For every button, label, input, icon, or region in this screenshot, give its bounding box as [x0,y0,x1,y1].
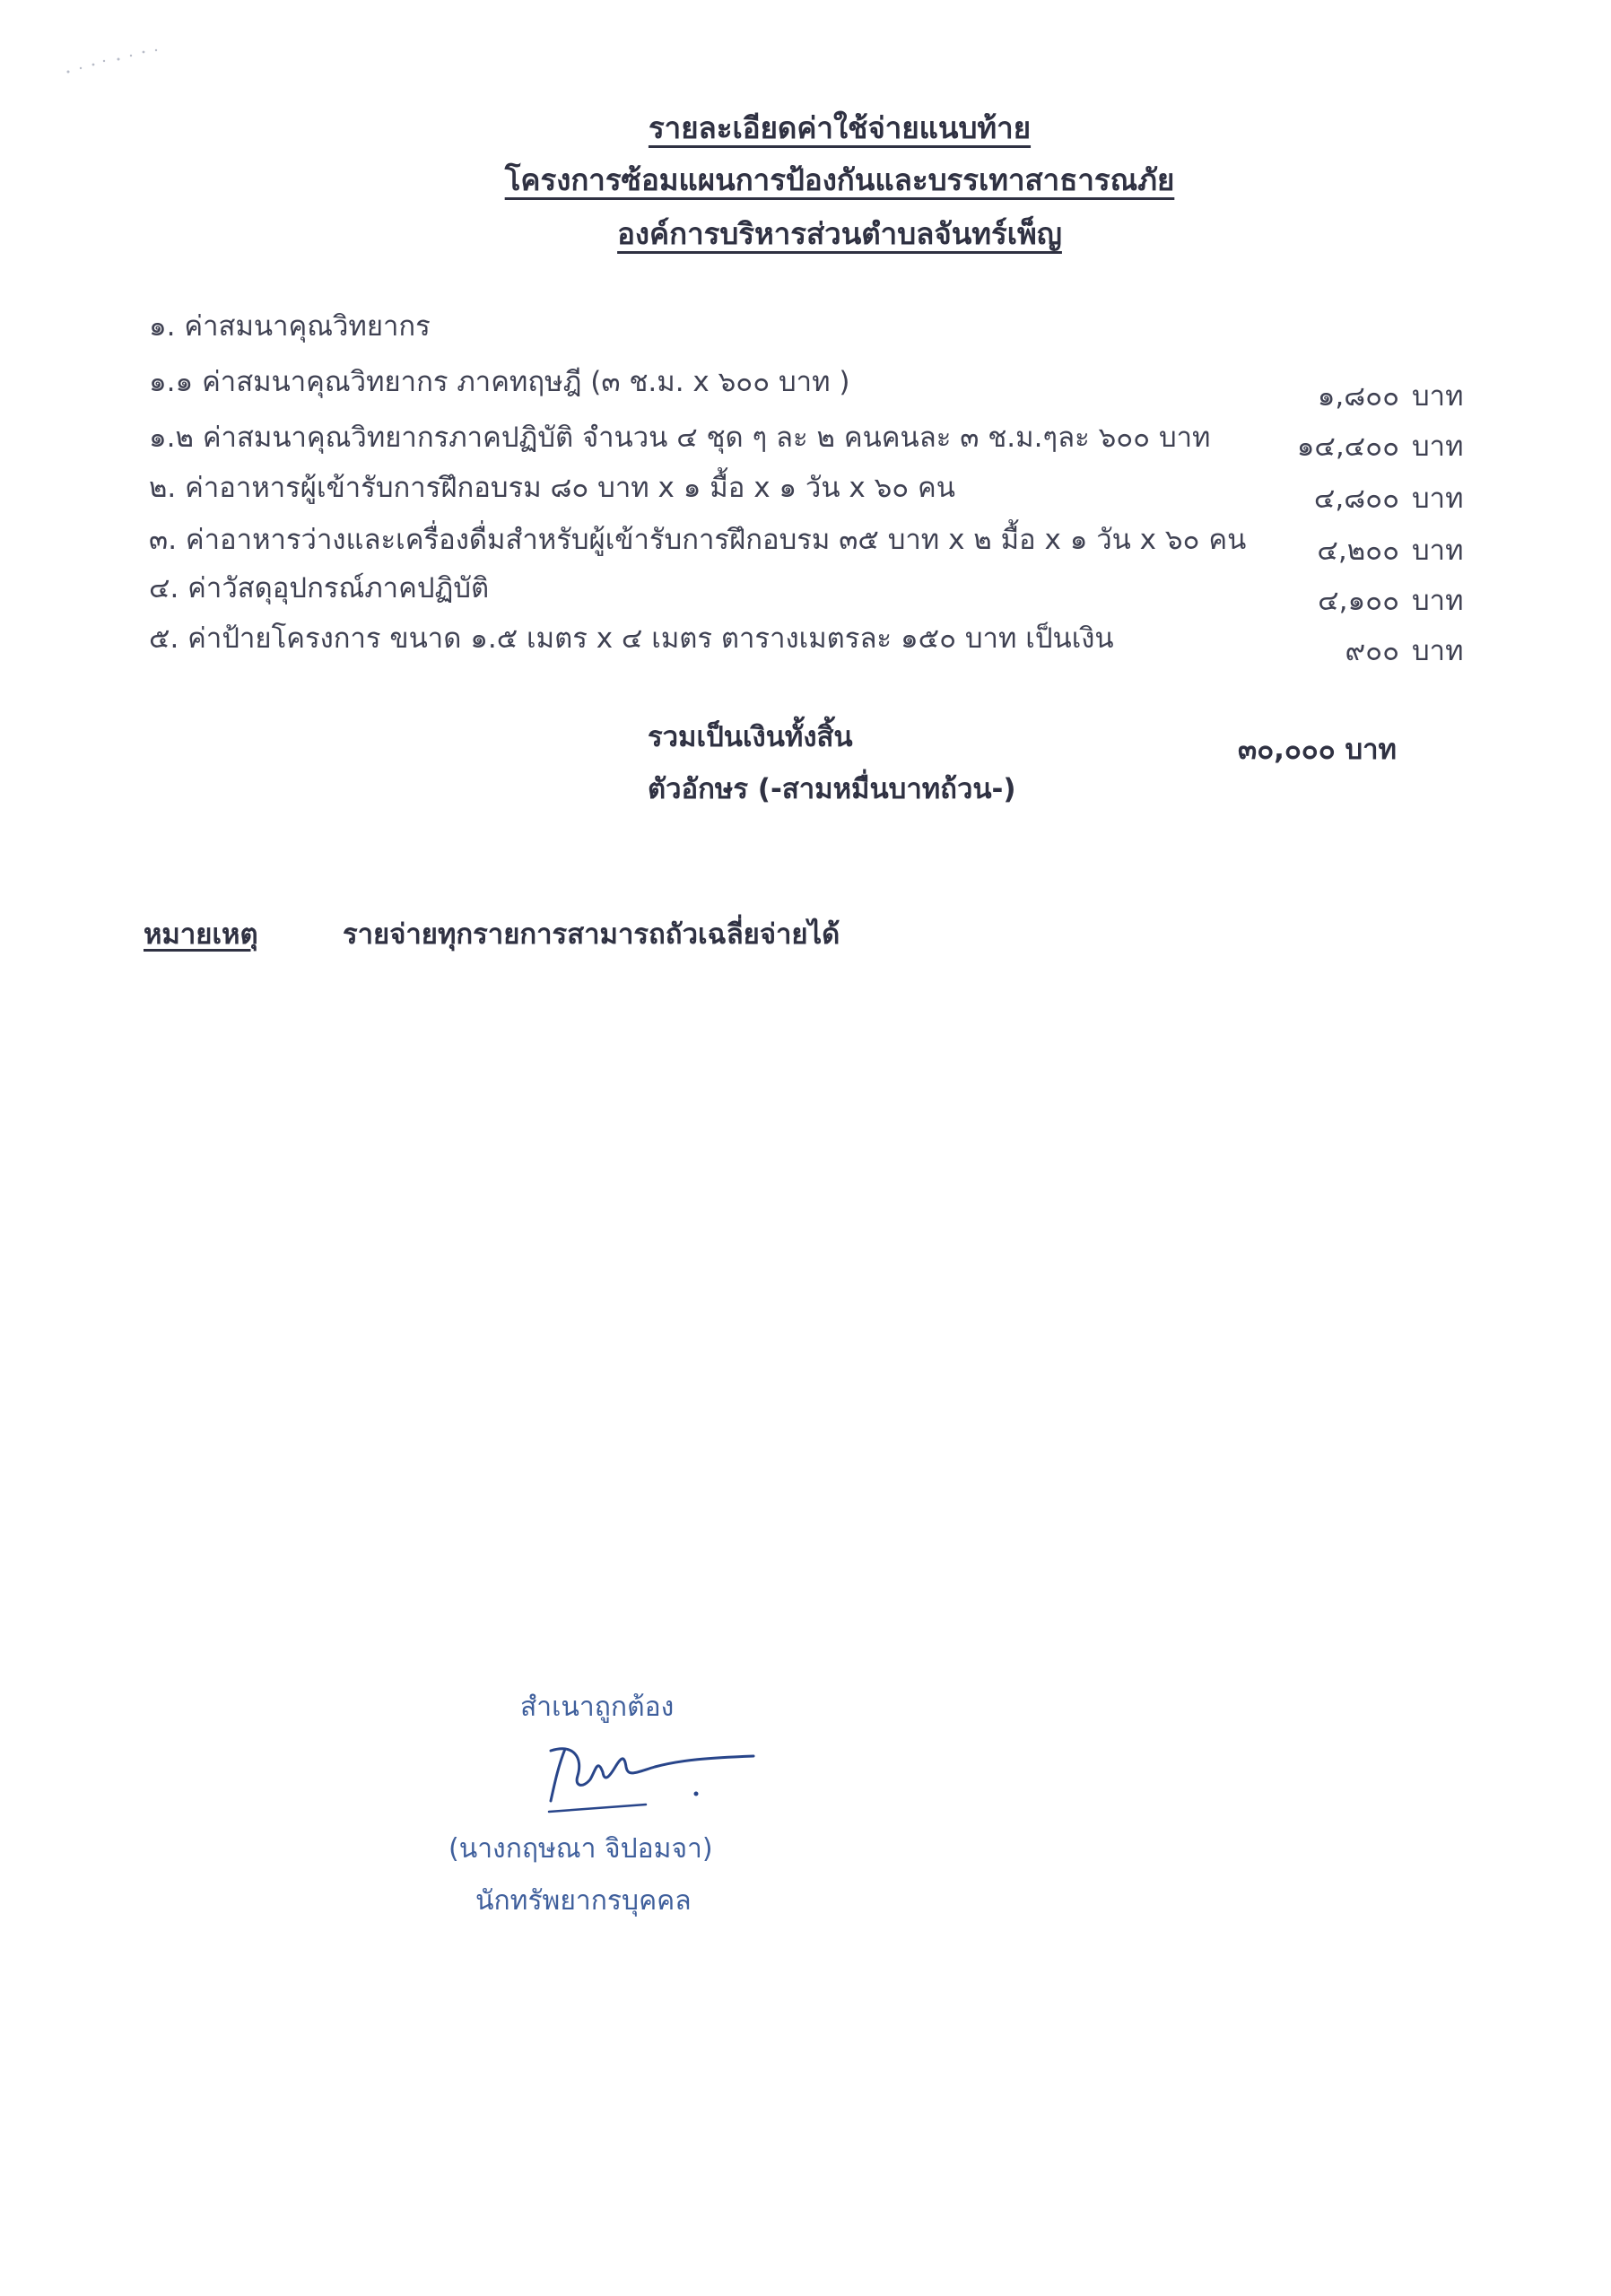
expense-amount-5 [1265,628,1534,673]
amount-value: ๑๔,๔๐๐ [1296,430,1399,463]
title-line-3: องค์การบริหารส่วนตำบลจันทร์เพ็ญ [617,216,1062,251]
total-label: รวมเป็นเงินทั้งสิ้น [648,721,853,753]
expense-item-5: ๕. ค่าป้ายโครงการ ขนาด ๑.๕ เมตร x ๔ เมตร ตารางเมตรละ ๑๕๐ บาท เป็นเงิน [149,622,1114,655]
expense-item-4: ๔. ค่าวัสดุอุปกรณ์ภาคปฏิบัติ [149,572,490,604]
note-text: รายจ่ายทุกรายการสามารถถัวเฉลี่ยจ่ายได้ [343,918,840,951]
expense-item-3: ๓. ค่าอาหารว่างและเครื่องดื่มสำหรับผู้เข้ารับการฝึกอบรม ๓๕ บาท x ๒ มื้อ x ๑ วัน x ๖๐ คน [149,524,1247,556]
total-amount [1238,726,1397,771]
note-label: หมายเหตุ [144,918,258,951]
scan-artifact [59,36,176,81]
amount-value: ๔,๒๐๐ [1317,535,1399,567]
expense-amount-1-2 [1265,423,1534,468]
signatory-position: นักทรัพยากรบุคคล [475,1885,692,1917]
title-line-1: รายละเอียดค่าใช้จ่ายแนบท้าย [648,110,1032,145]
expense-amount-1-1 [1265,373,1534,418]
expense-item-1-1: ๑.๑ ค่าสมนาคุณวิทยากร ภาคทฤษฎี (๓ ช.ม. x ๖๐๐ บาท ) [149,366,850,398]
expense-item-1-2: ๑.๒ ค่าสมนาคุณวิทยากรภาคปฏิบัติ จำนวน ๔ ชุด ๆ ละ ๒ คนคนละ ๓ ช.ม.ๆละ ๖๐๐ บาท [149,422,1211,454]
expense-item-1-heading: ๑. ค่าสมนาคุณวิทยากร [149,310,431,343]
amount-unit: บาท [1412,535,1464,567]
certified-copy-label: สำเนาถูกต้อง [520,1692,675,1723]
signatory-name: (นางกฤษณา จิปอมจา) [448,1833,713,1865]
expense-amount-4 [1265,578,1534,622]
amount-value: ๔,๘๐๐ [1313,483,1399,515]
title-line-2: โครงการซ้อมแผนการป้องกันและบรรเทาสาธารณภัย [504,162,1175,197]
amount-unit: บาท [1412,430,1464,463]
amount-value: ๙๐๐ [1345,635,1399,667]
total-in-words: ตัวอักษร (-สามหมื่นบาทถ้วน-) [648,773,1016,805]
expense-amount-3 [1265,527,1534,572]
handwritten-signature [538,1731,762,1821]
total-unit: บาท [1345,734,1397,766]
total-value: ๓๐,๐๐๐ [1238,734,1336,766]
amount-unit: บาท [1412,635,1464,667]
expense-item-2: ๒. ค่าอาหารผู้เข้ารับการฝึกอบรม ๘๐ บาท x ๑ มื้อ x ๑ วัน x ๖๐ คน [149,472,955,504]
amount-value: ๑,๘๐๐ [1317,380,1399,413]
amount-unit: บาท [1412,483,1464,515]
amount-value: ๔,๑๐๐ [1318,585,1399,617]
amount-unit: บาท [1412,585,1464,617]
expense-amount-2 [1265,475,1534,520]
amount-unit: บาท [1412,380,1464,413]
